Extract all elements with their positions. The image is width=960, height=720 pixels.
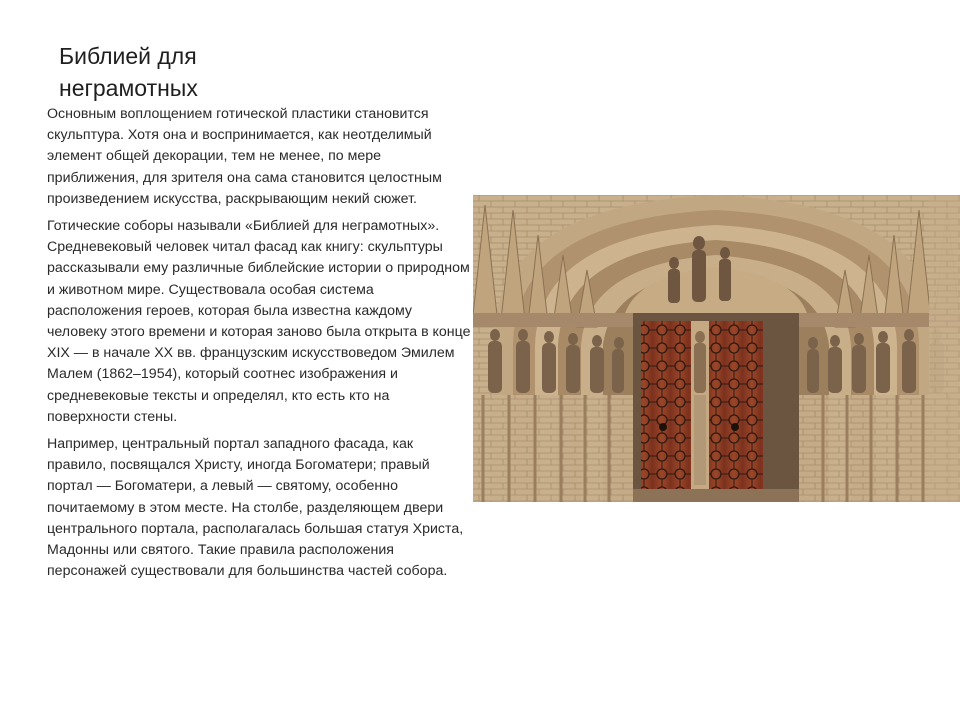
trumeau-statue: [695, 331, 705, 343]
door-knocker-left: [659, 423, 667, 431]
paragraph-portal-rules: Например, центральный портал западного фасада, как правило, посвящался Христу, иногда Богоматери; правый портал — Богоматери, а левый — святому, особенно почитаемому в этом месте. На столбе, разделяющем двери центрального портала, располагалась большая статуя Христа, Мадонны или святого. Такие правила расположения персонажей существовали для большинства частей собора.: [47, 436, 464, 580]
paragraph-sculpture: Основным воплощением готической пластики становится скульптура. Хотя она и воспринимается, как неотделимый элемент общей декорации, тем не менее, по мере приближения, для зрителя она сама становится целостным произведением искусства, раскрывающим некий сюжет.: [47, 106, 442, 207]
slide-title: [59, 40, 439, 104]
slide-title-line-2: неграмотных: [59, 75, 198, 101]
cathedral-portal-photo: [473, 195, 960, 502]
slide-title-line-1: Библией для: [59, 43, 197, 69]
paragraph-bible-for-illiterate: Готические соборы называли «Библией для неграмотных». Средневековый человек читал фасад как книгу: скульптуры рассказывали ему различные библейские истории о природном и животном мире. Существовала особая система расположения героев, которая была известна каждому человеку этого времени и которая заново была открыта в конце XIX — в начале XX вв. французским искусствоведом Эмилем Малем (1862–1954), который соотнес изображения и средневековые тексты и определял, кто есть кто на поверхности стены.: [47, 218, 471, 425]
cathedral-portal-illustration: [473, 195, 960, 502]
slide-body-text: [47, 104, 471, 588]
door-knocker-right: [731, 423, 739, 431]
threshold: [633, 489, 799, 502]
